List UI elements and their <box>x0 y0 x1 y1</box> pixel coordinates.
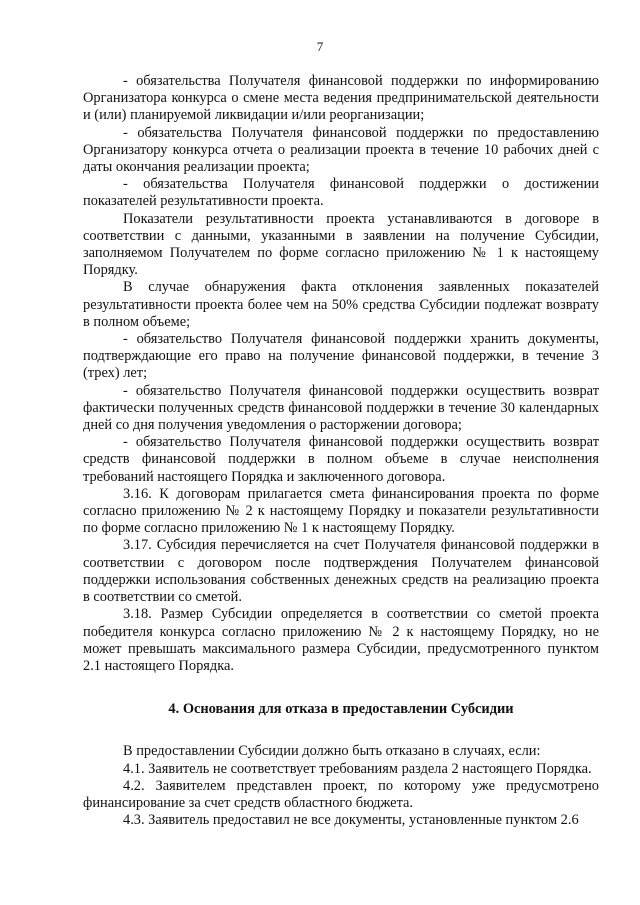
paragraph: - обязательства Получателя финансовой поддержки о достижении показателей результативности проекта. <box>83 176 599 210</box>
paragraph: - обязательство Получателя финансовой поддержки осуществить возврат фактически полученных средств финансовой поддержки в течение 30 календарных дней со дня получения уведомления о расторжении договора; <box>83 382 599 434</box>
paragraph: 3.16. К договорам прилагается смета финансирования проекта по форме согласно приложению № 2 к настоящему Порядку и показатели результативности по форме согласно приложению № 1 к настоящему Порядку. <box>83 485 599 537</box>
document-body <box>83 73 599 829</box>
paragraph: В предоставлении Субсидии должно быть отказано в случаях, если: <box>123 743 541 760</box>
paragraph: 4.2. Заявителем представлен проект, по которому уже предусмотрено финансирование за счет средств областного бюджета. <box>83 777 599 811</box>
page-number: 7 <box>316 39 324 54</box>
paragraph: Показатели результативности проекта устанавливаются в договоре в соответствии с данными, указанными в заявлении на получение Субсидии, заполняемом Получателем по форме согласно приложению № 1 к настоящему Порядку. <box>83 210 599 279</box>
paragraph: - обязательства Получателя финансовой поддержки по предоставлению Организатору конкурса отчета о реализации проекта в течение 10 рабочих дней с даты окончания реализации проекта; <box>83 124 599 176</box>
paragraph: В случае обнаружения факта отклонения заявленных показателей результативности проекта более чем на 50% средства Субсидии подлежат возврату в полном объеме; <box>83 279 599 330</box>
paragraph: - обязательства Получателя финансовой поддержки по информированию Организатора конкурса о смене места ведения предпринимательской деятельности и (или) планируемой ликвидации и/или реорганизации; <box>83 73 599 124</box>
paragraph: 4.1. Заявитель не соответствует требованиям раздела 2 настоящего Порядка. <box>123 760 592 777</box>
paragraph: - обязательство Получателя финансовой поддержки хранить документы, подтверждающие его право на получение финансовой поддержки, в течение 3 (трех) лет; <box>83 331 599 382</box>
paragraph: 4.3. Заявитель предоставил не все документы, установленные пунктом 2.6 <box>123 812 579 829</box>
paragraph: - обязательство Получателя финансовой поддержки осуществить возврат средств финансовой поддержки в полном объеме в случае неисполнения требований настоящего Порядка и заключенного договора. <box>83 434 599 485</box>
section-heading: 4. Основания для отказа в предоставлении Субсидии <box>168 701 514 718</box>
paragraph: 3.17. Субсидия перечисляется на счет Получателя финансовой поддержки в соответствии с договором после подтверждения Получателем финансовой поддержки использования собственных денежных средств на реализацию проекта в соответствии со сметой. <box>83 537 599 606</box>
paragraph: 3.18. Размер Субсидии определяется в соответствии со сметой проекта победителя конкурса согласно приложению № 2 к настоящему Порядку, но не может превышать максимального размера Субсидии, предусмотренного пунктом 2.1 настоящего Порядка. <box>83 606 599 674</box>
